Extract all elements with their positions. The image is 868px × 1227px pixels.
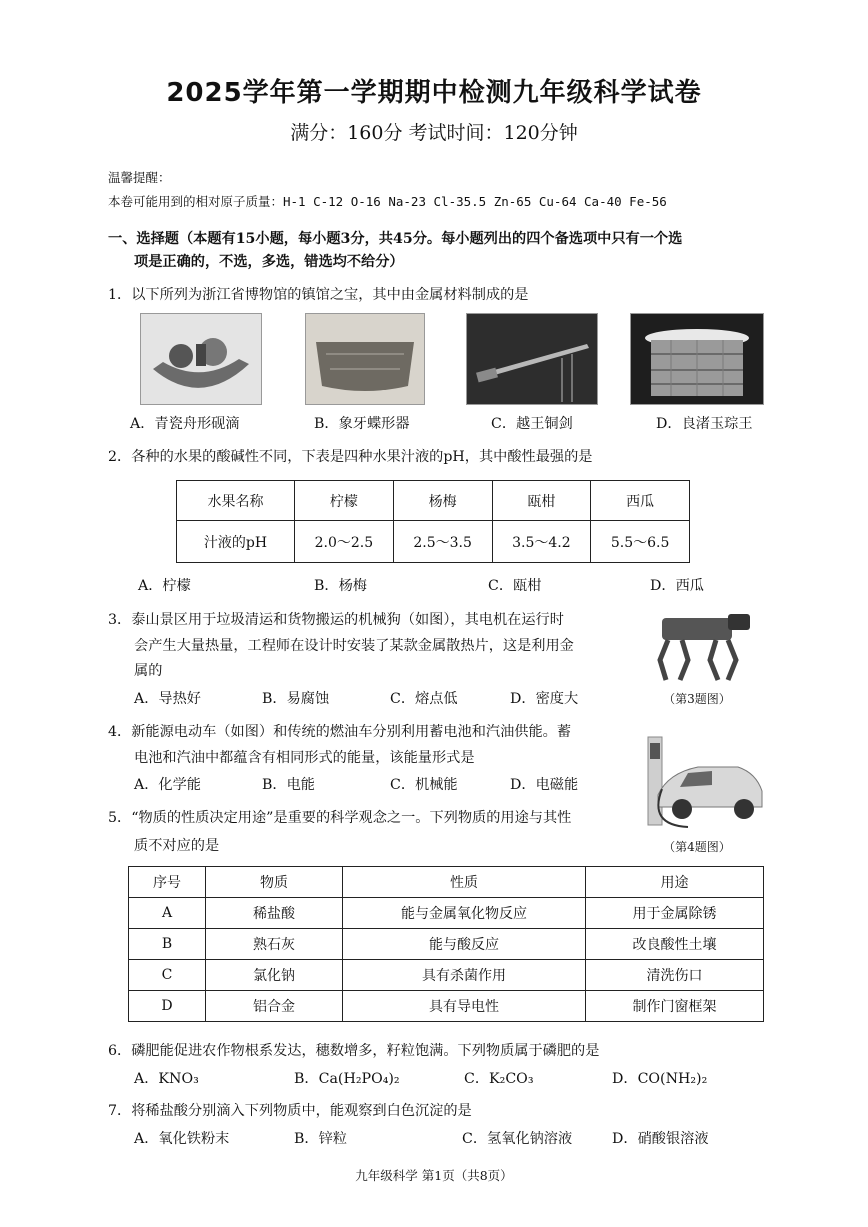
q2-option-c: C．瓯柑 [488, 578, 542, 594]
q3-line1: 3．泰山景区用于垃圾清运和货物搬运的机械狗（如图），其电机在运行时 [108, 612, 564, 628]
table-cell: 2.5～3.5 [393, 521, 492, 563]
table-cell: 物质 [206, 867, 343, 898]
q4-option-d: D．电磁能 [510, 777, 579, 793]
table-cell: 具有导电性 [343, 991, 586, 1022]
table-cell: 铝合金 [206, 991, 343, 1022]
table-row [129, 960, 764, 991]
table-cell: 稀盐酸 [206, 898, 343, 929]
table-cell: 氯化钠 [206, 960, 343, 991]
q5-table-header [129, 867, 764, 898]
table-cell: 用于金属除锈 [586, 898, 764, 929]
atomic-masses: 本卷可能用到的相对原子质量：H-1 C-12 O-16 Na-23 Cl-35.5 Zn-65 Cu-64 Ca-40 Fe-56 [108, 194, 667, 209]
q1-stem: 1．以下所列为浙江省博物馆的镇馆之宝，其中由金属材料制成的是 [108, 287, 529, 303]
table-row [129, 991, 764, 1022]
table-cell: 3.5～4.2 [492, 521, 591, 563]
q7-option-a: A．氧化铁粉末 [134, 1131, 230, 1147]
electric-car-image [628, 733, 766, 831]
table-cell: 熟石灰 [206, 929, 343, 960]
q3-option-b: B．易腐蚀 [262, 691, 330, 707]
exam-info: 满分：160分 考试时间：120分钟 [290, 122, 578, 144]
table-row [129, 898, 764, 929]
q1-option-d: D．良渚玉琮王 [656, 416, 753, 432]
page-footer: 九年级科学 第1页（共8页） [355, 1168, 513, 1183]
table-cell: 5.5～6.5 [591, 521, 690, 563]
table-cell: C [129, 960, 206, 991]
q6-option-b: B．Ca(H₂PO₄)₂ [294, 1071, 400, 1087]
q3-line3: 属的 [134, 663, 163, 679]
table-cell: 清洗伤口 [586, 960, 764, 991]
q6-stem: 6．磷肥能促进农作物根系发达，穗数增多，籽粒饱满。下列物质属于磷肥的是 [108, 1043, 600, 1059]
table-cell: 用途 [586, 867, 764, 898]
q5-line2: 质不对应的是 [134, 838, 220, 854]
q2-ph-table [176, 480, 690, 563]
table-cell: 性质 [343, 867, 586, 898]
table-cell: A [129, 898, 206, 929]
q4-option-a: A．化学能 [134, 777, 201, 793]
q4-line2: 电池和汽油中都蕴含有相同形式的能量，该能量形式是 [134, 750, 475, 766]
notice-label: 温馨提醒： [108, 170, 171, 185]
q6-option-d: D．CO(NH₂)₂ [612, 1071, 708, 1087]
jade-cong-image [630, 313, 764, 405]
q3-option-d: D．密度大 [510, 691, 579, 707]
table-cell: D [129, 991, 206, 1022]
table-cell: 制作门窗框架 [586, 991, 764, 1022]
q7-option-b: B．锌粒 [294, 1131, 347, 1147]
q2-table-header [177, 481, 690, 521]
q3-option-c: C．熔点低 [390, 691, 458, 707]
q6-option-c: C．K₂CO₃ [464, 1071, 534, 1087]
table-cell: 西瓜 [591, 481, 690, 521]
table-cell: 水果名称 [177, 481, 295, 521]
table-cell: 柠檬 [295, 481, 394, 521]
q3-option-a: A．导热好 [134, 691, 201, 707]
q7-option-d: D．硝酸银溶液 [612, 1131, 709, 1147]
ivory-butterfly-image [305, 313, 425, 405]
q2-option-b: B．杨梅 [314, 578, 367, 594]
q6-option-a: A．KNO₃ [134, 1071, 199, 1087]
table-cell: B [129, 929, 206, 960]
q2-stem: 2．各种的水果的酸碱性不同，下表是四种水果汁液的pH，其中酸性最强的是 [108, 449, 593, 465]
section-heading: 一、选择题（本题有15小题，每小题3分，共45分。每小题列出的四个备选项中只有一个选 [108, 231, 683, 247]
table-cell: 能与酸反应 [343, 929, 586, 960]
q7-option-c: C．氢氧化钠溶液 [462, 1131, 573, 1147]
q1-option-b: B．象牙蝶形器 [314, 416, 410, 432]
table-cell: 瓯柑 [492, 481, 591, 521]
table-cell: 序号 [129, 867, 206, 898]
q5-property-table [128, 866, 764, 1022]
celadon-boat-image [140, 313, 262, 405]
table-cell: 改良酸性土壤 [586, 929, 764, 960]
q3-caption: （第3题图） [663, 692, 731, 706]
q4-option-b: B．电能 [262, 777, 315, 793]
table-cell: 杨梅 [393, 481, 492, 521]
table-row [129, 929, 764, 960]
q1-option-a: A．青瓷舟形砚滴 [130, 416, 240, 432]
q7-stem: 7．将稀盐酸分别滴入下列物质中，能观察到白色沉淀的是 [108, 1103, 472, 1119]
table-cell: 具有杀菌作用 [343, 960, 586, 991]
table-row [177, 521, 690, 563]
q5-line1: 5．“物质的性质决定用途”是重要的科学观念之一。下列物质的用途与其性 [108, 810, 572, 826]
q1-option-c: C．越王铜剑 [491, 416, 573, 432]
q4-caption: （第4题图） [663, 840, 731, 854]
section-heading-line2: 项是正确的，不选，多选，错选均不给分） [134, 254, 404, 270]
bronze-sword-image [466, 313, 598, 405]
table-cell: 汁液的pH [177, 521, 295, 563]
table-cell: 2.0～2.5 [295, 521, 394, 563]
robot-dog-image [632, 598, 762, 686]
table-cell: 能与金属氧化物反应 [343, 898, 586, 929]
q3-line2: 会产生大量热量，工程师在设计时安装了某款金属散热片，这是利用金 [134, 638, 574, 654]
q4-line1: 4．新能源电动车（如图）和传统的燃油车分别利用蓄电池和汽油供能。蓄 [108, 724, 572, 740]
q2-option-d: D．西瓜 [650, 578, 704, 594]
q2-option-a: A．柠檬 [138, 578, 191, 594]
page-title: 2025学年第一学期期中检测九年级科学试卷 [166, 78, 702, 108]
q4-option-c: C．机械能 [390, 777, 458, 793]
